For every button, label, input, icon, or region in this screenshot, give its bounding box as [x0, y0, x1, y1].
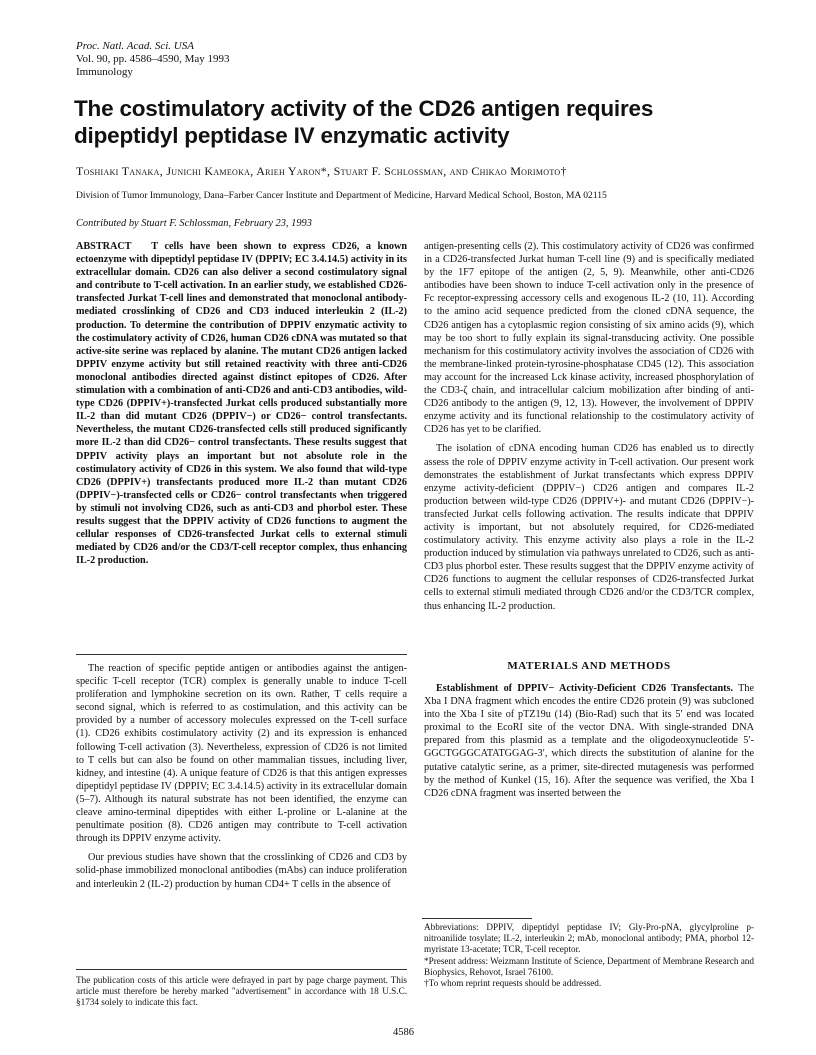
abstract-label: ABSTRACT	[76, 241, 132, 252]
paragraph: The isolation of cDNA encoding human CD26 has enabled us to directly assess the role of DPPIV enzyme activity in T-cell activation. Our present work demonstrates the establishment of Jurkat transfectants which express DPPIV enzyme activity-deficient (DPPIV−) CD26 antigen and compares IL-2 production between wild-type CD26 (DPPIV+)- and mutant CD26 (DPPIV−)-transfected Jurkat cells following activation. The results indicate that DPPIV activity is important, but not absolutely required, for CD26-mediated costimulatory activity. This enzyme activity also plays a role in the IL-2 production induced by stimulation via pathways unrelated to CD26, such as anti-CD3 plus phorbol ester. These results suggest that the DPPIV enzyme activity of CD26 functions to augment the cellular responses of CD26-transfected Jurkat cells to external stimuli mediated through CD26 and/or the CD3/TCR complex, thus enhancing IL-2 production.	[424, 443, 754, 612]
page-number: 4586	[393, 1027, 414, 1038]
abstract-divider	[76, 654, 407, 655]
abstract-block	[76, 240, 407, 567]
present-address-note: *Present address: Weizmann Institute of Science, Department of Membrane Research and Biophysics, Rehovot, Israel 76100.	[424, 955, 754, 977]
author-list: Toshiaki Tanaka, Junichi Kameoka, Arieh Yaron*, Stuart F. Schlossman, and Chikao Morimoto†	[76, 164, 567, 178]
intro-right	[424, 240, 754, 613]
subsection-heading: Establishment of DPPIV− Activity-Deficient CD26 Transfectants.	[436, 683, 734, 694]
affiliation: Division of Tumor Immunology, Dana–Farber Cancer Institute and Department of Medicine, Harvard Medical School, Boston, MA 02115	[76, 190, 607, 201]
volume-info: Vol. 90, pp. 4586–4590, May 1993	[76, 53, 230, 65]
publication-cost-note: The publication costs of this article were defrayed in part by page charge payment. This article must therefore be hereby marked "advertisement" in accordance with 18 U.S.C. §1734 solely to indicate this fact.	[76, 975, 407, 1008]
field-label: Immunology	[76, 66, 133, 78]
footnote-divider-left	[76, 969, 407, 970]
paragraph: The reaction of specific peptide antigen or antibodies against the antigen-specific T-cell receptor (TCR) complex is generally unable to induce T-cell proliferation and lymphokine secretion on its own. Rather, T cells require a second signal, which is referred to as costimulation, and this activity can be provided by a number of accessory molecules expressed on the T-cell surface (1). CD26 exhibits costimulatory activity (2) and its expression is enhanced following T-cell activation (3). Nevertheless, expression of CD26 is not limited to T cells but can also be found on other mammalian tissues, including liver, kidney, and intestine (4). A unique feature of CD26 is that this antigen expresses dipeptidyl peptidase IV (DPPIV; EC 3.4.14.5) activity in its extracellular domain (5–7). Although its natural substrate has not been identified, the enzyme can cleave amino-terminal dipeptides with either L-proline or L-alanine at the penultimate position (8). CD26 antigen may contribute to T-cell activation through its DPPIV enzyme activity.	[76, 663, 407, 845]
footnotes-right	[424, 922, 754, 989]
intro-left	[76, 662, 407, 891]
paragraph: antigen-presenting cells (2). This costimulatory activity of CD26 was confirmed in a CD26-transfected Jurkat human T-cell line (9) and is specifically mediated by the 1F7 epitope of the antigen (2, 5, 9). Meanwhile, other anti-CD26 antibodies have been shown to induce T-cell activation only in the presence of Fc receptor-expressing accessory cells and exogenous IL-2 (10, 11). According to the amino acid sequence predicted from the cloned cDNA sequence, the CD26 antigen has a cytoplasmic region consisting of six amino acids (9), which may be too short to fully explain its signal-transducing activity. One possible mechanism for this costimulatory activity involves the association of CD26 with the membrane-linked protein-tyrosine-phosphatase CD45 (12). This association may account for the increased Lck kinase activity, increased phosphorylation of the CD3-ζ chain, and intracellular calcium mobilization after binding of anti-CD26 antibody to the antigen (9, 12, 13). However, the involvement of DPPIV enzyme activity and its functional relationship to the costimulatory activity of CD26 has yet to be clarified.	[424, 241, 754, 436]
contributed-by: Contributed by Stuart F. Schlossman, February 23, 1993	[76, 218, 312, 229]
reprints-note: †To whom reprint requests should be addressed.	[424, 978, 602, 989]
methods-block	[424, 682, 754, 800]
journal-name: Proc. Natl. Acad. Sci. USA	[76, 40, 194, 52]
methods-text: The Xba I DNA fragment which encodes the entire CD26 protein (9) was subcloned into the Xba I site of pTZ19u (14) (Bio-Rad) such that its 5′ end was located proximal to the EcoRI site of the vector DNA. With single-stranded DNA prepared from this plasmid as a template and the oligodeoxynucleotide 5′-GGCTGGGCATATGGAG-3′, which directs the substitution of alanine for the putative catalytic serine, as a primer, site-directed mutagenesis was performed by the method of Kunkel (15, 16). After the sequence was verified, the Xba I CD26 cDNA fragment was inserted between the	[424, 683, 754, 799]
abbreviations-note: Abbreviations: DPPIV, dipeptidyl peptidase IV; Gly-Pro-pNA, glycylproline p-nitroanilide tosylate; IL-2, interleukin 2; mAb, monoclonal antibody; PMA, phorbol 12-myristate 13-acetate; TCR, T-cell receptor.	[424, 922, 754, 955]
footnote-divider-right	[422, 918, 532, 919]
page-title: The costimulatory activity of the CD26 antigen requires dipeptidyl peptidase IV enzymatic activity	[74, 96, 654, 148]
section-heading: MATERIALS AND METHODS	[507, 660, 671, 672]
abstract-text: T cells have been shown to express CD26, a known ectoenzyme with dipeptidyl peptidase IV (DPPIV; EC 3.4.14.5) activity in its extracellular domain. CD26 can also deliver a second costimulatory signal and contribute to T-cell activation. In an earlier study, we established CD26-transfected Jurkat T-cell lines and demonstrated that monoclonal antibody-mediated crosslinking of CD26 and CD3 induced interleukin 2 (IL-2) production. To determine the contribution of DPPIV enzymatic activity to the costimulatory activity of CD26, human CD26 cDNA was mutated so that active-site serine was replaced by alanine. The mutant CD26 antigen lacked DPPIV enzyme activity but still retained reactivity with three anti-CD26 monoclonal antibodies directed against distinct epitopes of CD26. After stimulation with a combination of anti-CD26 and anti-CD3 antibodies, wild-type CD26 (DPPIV+)-transfected Jurkat cells produced substantially more IL-2 than did mutant CD26 (DPPIV−) or CD26− control transfectants. Nevertheless, the mutant CD26-transfected cells still produced significantly more IL-2 than did CD26− control transfectants. These results suggest that DPPIV activity plays an important but not absolute role in the costimulatory activity of CD26 in this system. We also found that wild-type CD26 (DPPIV+) transfectants produced more IL-2 than mutant CD26 (DPPIV−)-transfected cells or CD26− control transfectants when triggered by stimuli not involving CD26, such as anti-CD3 and phorbol ester. These results suggest that the DPPIV activity of CD26 functions to augment the cellular responses of CD26-transfected Jurkat cells to external stimuli mediated by CD26 and/or the CD3/T-cell receptor complex, thus enhancing IL-2 production.	[76, 241, 407, 567]
paragraph: Our previous studies have shown that the crosslinking of CD26 and CD3 by solid-phase immobilized monoclonal antibodies (mAbs) can induce proliferation and interleukin 2 (IL-2) production by human CD4+ T cells in the absence of	[76, 852, 407, 890]
